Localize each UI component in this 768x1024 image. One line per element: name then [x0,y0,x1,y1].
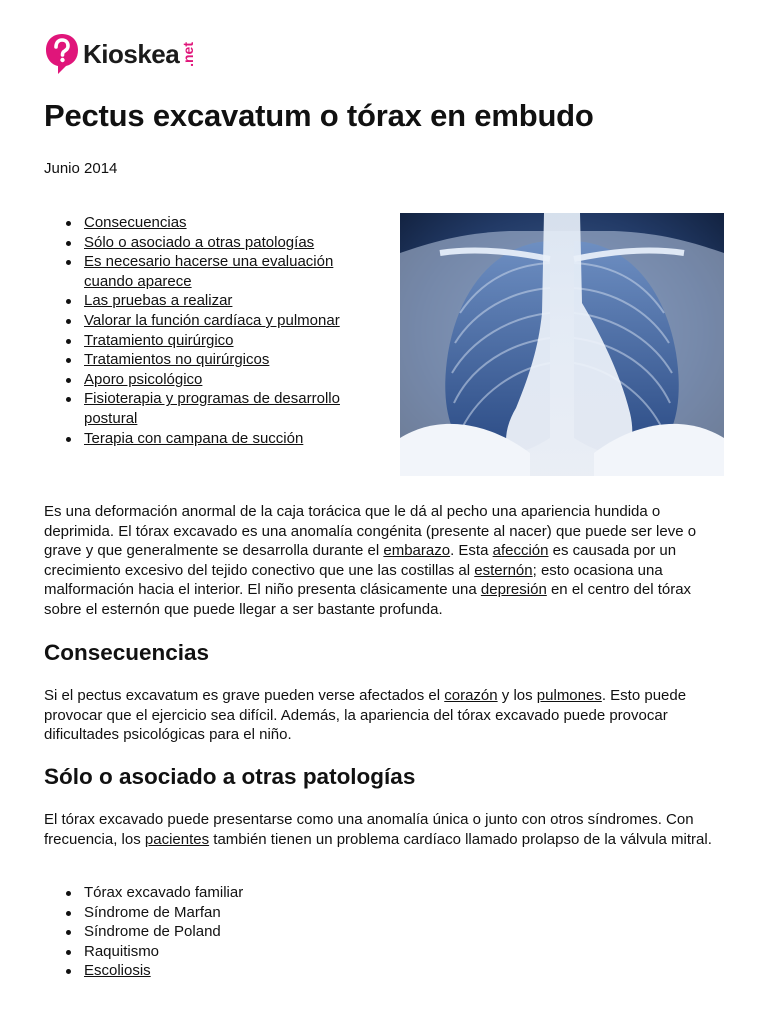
solo-o-asociado-paragraph [44,810,724,849]
intro-text-5: en el centro del tórax sobre el esternón que puede llegar a ser bastante profunda. [44,581,692,618]
toc-item [44,429,374,449]
toc-link-evaluacion[interactable]: Es necesario hacerse una evaluación cuando aparece [84,253,334,290]
intro-text-3: es causada por un crecimiento excesivo del tejido conectivo que une las costillas al [44,542,677,579]
toc-item [44,331,374,351]
list-item: Raquitismo [44,942,243,962]
toc-link-fisioterapia[interactable]: Fisioterapia y programas de desarrollo postural [84,390,340,427]
link-esternon[interactable]: esternón [474,561,533,579]
list-item [44,961,243,981]
toc-link-solo-o-asociado[interactable]: Sólo o asociado a otras patologías [84,233,315,251]
section1-text-3: . Esto puede provocar que el ejercicio sea difícil. Además, la apariencia del tórax excavado puede provocar dificultades psicológicas para el niño. [44,687,687,744]
section-heading-consecuencias: Consecuencias [44,640,210,665]
associated-conditions-list [44,883,243,981]
kioskea-logo-icon [44,32,80,76]
toc-link-tratamientos-no-quirurgicos[interactable]: Tratamientos no quirúrgicos [84,351,270,369]
intro-text-4: ; esto ocasiona una malformación hacia el interior. El niño presenta clásicamente una [44,561,663,599]
link-depresion[interactable]: depresión [480,581,547,599]
link-escoliosis[interactable]: Escoliosis [84,962,151,980]
toc-item [44,370,374,390]
site-logo[interactable] [44,32,195,76]
toc-item [44,389,374,428]
logo-suffix: .net [180,41,197,67]
toc-link-tratamiento-quirurgico[interactable]: Tratamiento quirúrgico [84,331,234,349]
toc-item [44,233,374,253]
list-item: Síndrome de Poland [44,922,243,942]
section1-text-2: y los [497,687,537,704]
link-corazon[interactable]: corazón [444,687,498,704]
toc-item [44,213,374,233]
toc-link-pruebas[interactable]: Las pruebas a realizar [84,292,233,310]
logo-text: Kioskea [83,38,180,69]
page-title: Pectus excavatum o tórax en embudo [44,98,594,133]
link-pulmones[interactable]: pulmones [536,687,602,704]
toc-link-funcion-cardiaca[interactable]: Valorar la función cardíaca y pulmonar [84,311,340,329]
section2-text-2: también tienen un problema cardíaco llamado prolapso de la válvula mitral. [209,830,712,848]
list-item: Síndrome de Marfan [44,903,243,923]
toc-link-apoyo-psicologico[interactable]: Aporo psicológico [84,370,203,388]
toc-item [44,350,374,370]
list-item: Tórax excavado familiar [44,883,243,903]
toc-item [44,311,374,331]
section2-text-1: El tórax excavado puede presentarse como una anomalía única o junto con otros síndromes. Con frecuencia, los [44,811,694,848]
intro-text-1: Es una deformación anormal de la caja torácica que le dá al pecho una apariencia hundida o deprimida. El tórax excavado es una anomalía congénita (presente al nacer) que puede ser leve o grave y que generalmente se desarrolla durante el [44,503,697,560]
link-afeccion[interactable]: afección [492,542,549,560]
toc-link-consecuencias[interactable]: Consecuencias [84,214,187,231]
chest-xray-image [400,213,724,476]
intro-paragraph [44,502,724,620]
section1-text-1: Si el pectus excavatum es grave pueden verse afectados el [44,687,445,704]
consecuencias-paragraph [44,686,724,745]
link-pacientes[interactable]: pacientes [144,830,210,848]
link-embarazo[interactable]: embarazo [383,542,451,560]
table-of-contents [44,213,374,448]
toc-link-campana-succion[interactable]: Terapia con campana de succión [84,429,304,447]
intro-text-2: . Esta [450,542,493,560]
publish-date: Junio 2014 [44,160,118,177]
section-heading-solo-o-asociado: Sólo o asociado a otras patologías [44,764,416,789]
toc-item [44,252,374,291]
toc-item [44,291,374,311]
